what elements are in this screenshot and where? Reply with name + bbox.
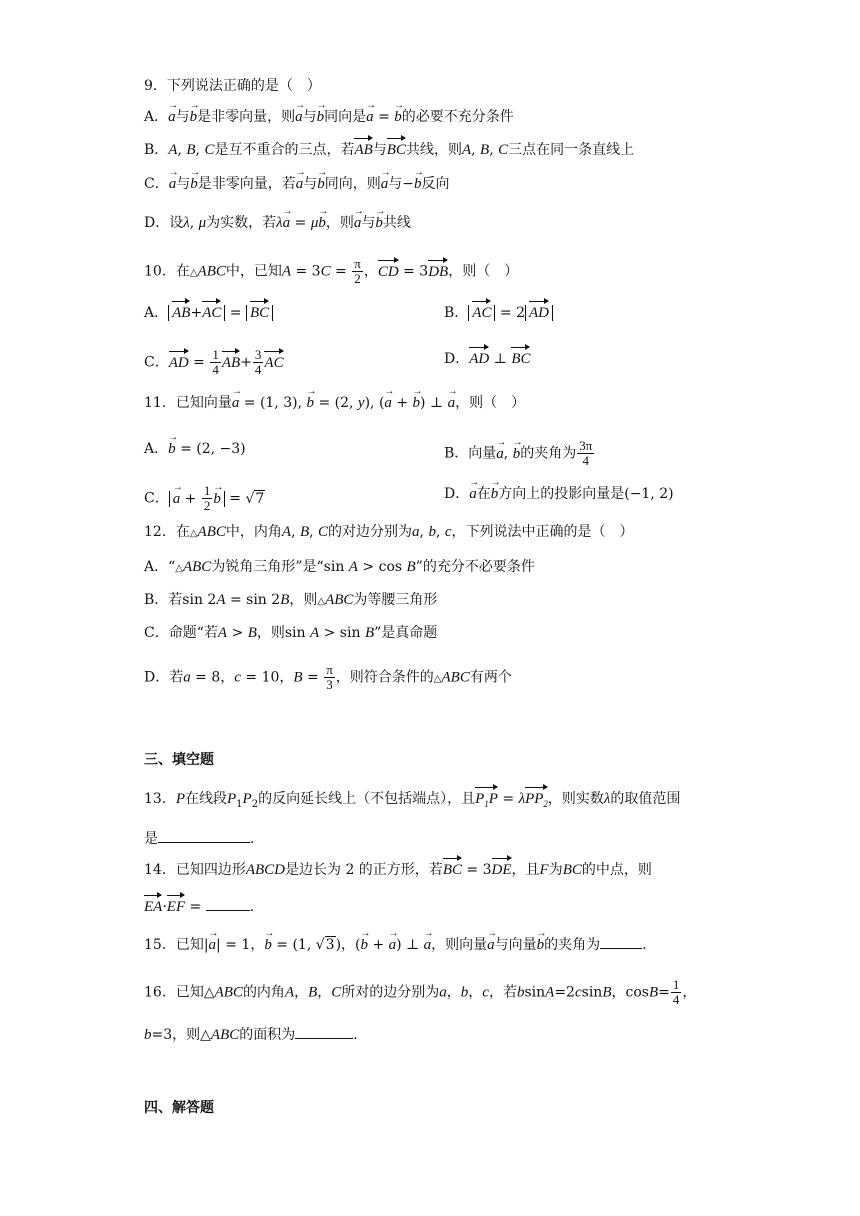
q15-line: 15．已知|→ a| = 1，→ b = (1, √3)，(→ b + → a) ⊥ → a，则向量→ a与向量→ b的夹角为 . — [144, 934, 647, 955]
q12-option-b: B．若sin 2A = sin 2B，则△ABC为等腰三角形 — [144, 592, 438, 608]
q11-option-b: B．向量→ a, → b的夹角为 $\frac{3\pi}{4}$ — [444, 439, 595, 468]
q10-option-a: A． AB+AC = BC — [144, 303, 273, 323]
q12-option-c: C．命题“若A > B，则sin A > sin B”是真命题 — [144, 625, 438, 641]
answer-blank[interactable] — [600, 934, 642, 949]
section-title-fill-in: 三、填空题 — [144, 752, 214, 768]
q14-line-2: EA·EF = . — [144, 896, 254, 917]
q9-option-b: B．A, B, C是互不重合的三点，若AB与BC共线，则A, B, C三点在同一条直线上 — [144, 142, 635, 158]
q13-line-2: 是 . — [144, 828, 254, 849]
q12-option-a: A．“△ABC为锐角三角形”是“sin A > cos B”的充分不必要条件 — [144, 559, 535, 575]
q9-stem: 9．下列说法正确的是（ ） — [144, 78, 321, 94]
q12-option-d: D．若a = 8，c = 10，B = $\frac{\pi}{3}$ ，则符合条件的△ABC有两个 — [144, 662, 512, 692]
answer-blank[interactable] — [295, 1024, 353, 1039]
q16-line-2: b=3，则△ABC的面积为 . — [144, 1024, 358, 1045]
q10-option-d: D．AD ⊥ BC — [444, 351, 531, 367]
q14-line-1: 14．已知四边形ABCD是边长为 2 的正方形，若BC = 3DE，且F为BC的中点，则 — [144, 862, 652, 878]
q9-option-d: D．设λ, μ为实数，若λ→ a = μ→ b，则→ a与→ b共线 — [144, 213, 411, 233]
answer-blank[interactable] — [206, 896, 250, 911]
q11-stem: 11．已知向量→ a = (1, 3), → b = (2, y), (→ a + → b) ⊥ → a，则（ ） — [144, 393, 525, 413]
q11-option-a: A．→ b = (2, −3) — [144, 439, 246, 459]
q10-stem: 10．在△ABC中，已知A = 3C = $\frac{\pi}{2}$ ，CD = 3DB，则（ ） — [144, 256, 519, 286]
q10-option-b: B． AC = 2 AD — [444, 303, 553, 323]
q11-option-c: C．→ a + $\frac{1}{2}$ → b = √7 — [144, 484, 265, 513]
q16-line-1: 16．已知△ABC的内角A，B，C所对的边分别为a，b，c，若bsinA=2csinB，cosB= $\frac{1}{4}$ ， — [144, 977, 697, 1007]
q13-line-1: 13．P在线段$P_1P_2$的反向延长线上（不包括端点），且$P_1P = \lambda PP_2$，则实数λ的取值范围 — [144, 789, 680, 815]
q10-option-c: C．AD = $\frac{1}{4}$ AB+ $\frac{3}{4}$ AC — [144, 347, 284, 377]
section-title-answers: 四、解答题 — [144, 1100, 214, 1116]
q11-option-d: D．→ a在→ b方向上的投影向量是(−1, 2) — [444, 484, 674, 504]
answer-blank[interactable] — [158, 828, 250, 843]
q9-option-c: C．→ a与→ b是非零向量，若→ a与→ b同向，则→ a与−→ b反向 — [144, 174, 449, 194]
q12-stem: 12．在△ABC中，内角A, B, C的对边分别为a, b, c，下列说法中正确的是（ ） — [144, 524, 634, 540]
q9-option-a: A．→ a与→ b是非零向量，则→ a与→ b同向是→ a = → b的必要不充分条件 — [144, 107, 514, 127]
